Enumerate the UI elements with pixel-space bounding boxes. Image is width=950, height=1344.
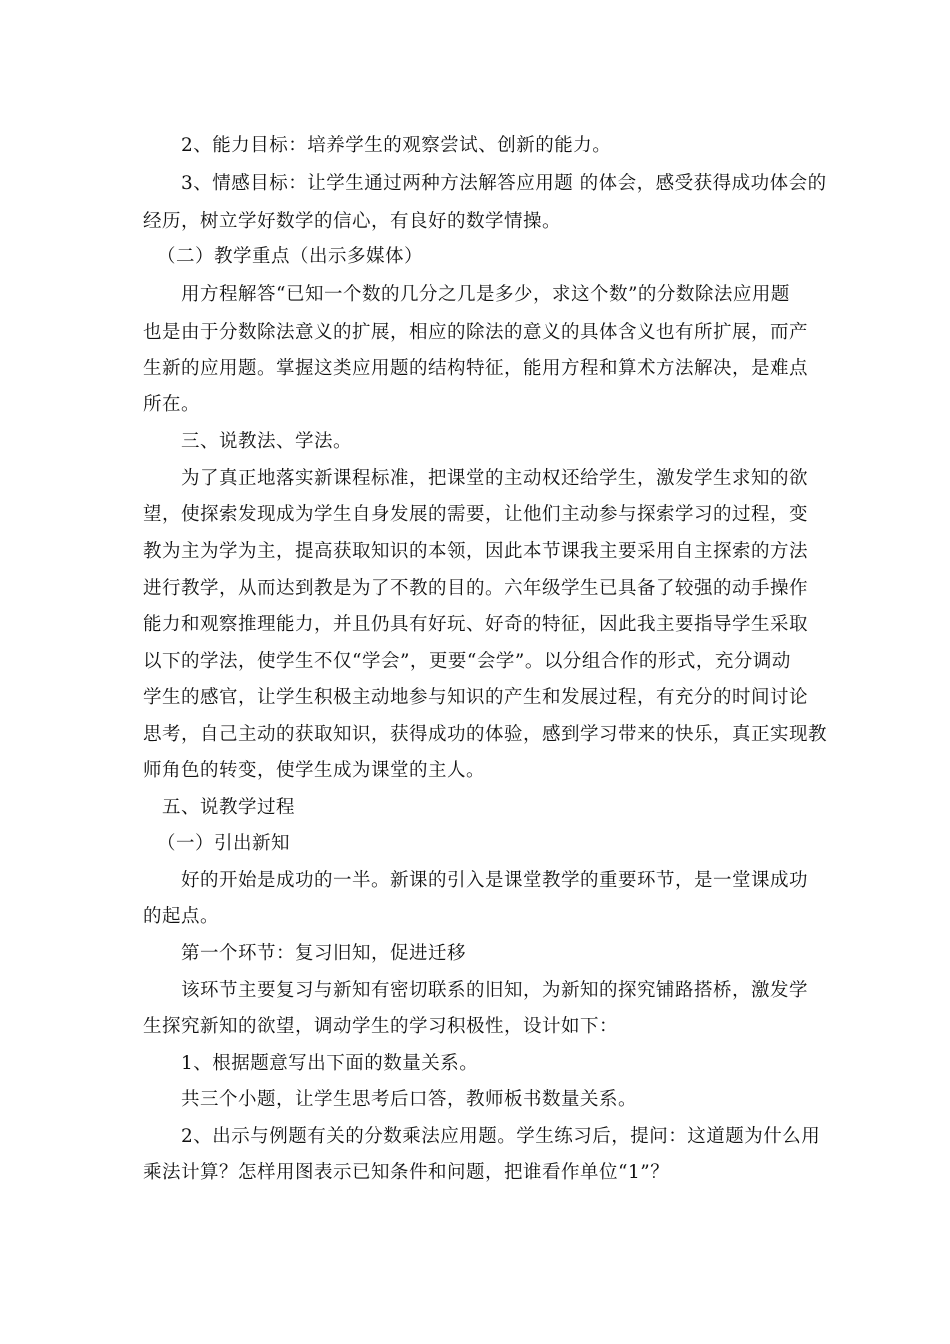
section-heading: （二）教学重点（出示多媒体）	[157, 246, 424, 267]
subsection-heading: 第一个环节：复习旧知，促进迁移	[181, 943, 467, 964]
paragraph-line: 能力和观察推理能力，并且仍具有好玩、好奇的特征，因此我主要指导学生采取	[143, 614, 809, 635]
paragraph-line: 教为主为学为主，提高获取知识的本领，因此本节课我主要采用自主探索的方法	[143, 541, 809, 562]
paragraph-line: 2、能力目标：培养学生的观察尝试、创新的能力。	[181, 135, 612, 156]
paragraph-line: 为了真正地落实新课程标准，把课堂的主动权还给学生，激发学生求知的欲	[181, 468, 809, 489]
section-heading: 三、说教法、学法。	[181, 431, 353, 452]
paragraph-line: 该环节主要复习与新知有密切联系的旧知，为新知的探究铺路搭桥，激发学	[181, 980, 809, 1001]
paragraph-line: 共三个小题，让学生思考后口答，教师板书数量关系。	[181, 1089, 638, 1110]
paragraph-line: 好的开始是成功的一半。新课的引入是课堂教学的重要环节，是一堂课成功	[181, 870, 809, 891]
section-heading: 五、说教学过程	[162, 797, 296, 818]
paragraph-line: 以下的学法，使学生不仅“学会”，更要“会学”。以分组合作的形式，充分调动	[143, 651, 791, 672]
paragraph-line: 生新的应用题。掌握这类应用题的结构特征，能用方程和算术方法解决，是难点	[143, 358, 809, 379]
paragraph-line: 乘法计算？怎样用图表示已知条件和问题，把谁看作单位“1”？	[143, 1162, 670, 1183]
paragraph-line: 2、出示与例题有关的分数乘法应用题。学生练习后，提问：这道题为什么用	[181, 1126, 821, 1147]
paragraph-line: 望，使探索发现成为学生自身发展的需要，让他们主动参与探索学习的过程，变	[143, 504, 809, 525]
paragraph-line: 1、根据题意写出下面的数量关系。	[181, 1053, 479, 1074]
paragraph-line: 生探究新知的欲望，调动学生的学习积极性，设计如下：	[143, 1016, 619, 1037]
paragraph-line: 也是由于分数除法意义的扩展，相应的除法的意义的具体含义也有所扩展，而产	[143, 322, 809, 343]
paragraph-line: 学生的感官，让学生积极主动地参与知识的产生和发展过程，有充分的时间讨论	[143, 687, 809, 708]
paragraph-line: 3、情感目标：让学生通过两种方法解答应用题 的体会，感受获得成功体会的	[181, 173, 827, 194]
paragraph-line: 师角色的转变，使学生成为课堂的主人。	[143, 760, 486, 781]
paragraph-line: 思考，自己主动的获取知识，获得成功的体验，感到学习带来的快乐，真正实现教	[143, 724, 828, 745]
paragraph-line: 的起点。	[143, 906, 220, 927]
paragraph-line: 经历，树立学好数学的信心，有良好的数学情操。	[143, 211, 562, 232]
paragraph-line: 进行教学，从而达到教是为了不教的目的。六年级学生已具备了较强的动手操作	[143, 578, 809, 599]
paragraph-line: 所在。	[143, 394, 201, 415]
section-heading: （一）引出新知	[157, 833, 291, 854]
paragraph-line: 用方程解答“已知一个数的几分之几是多少，求这个数”的分数除法应用题	[181, 284, 790, 305]
